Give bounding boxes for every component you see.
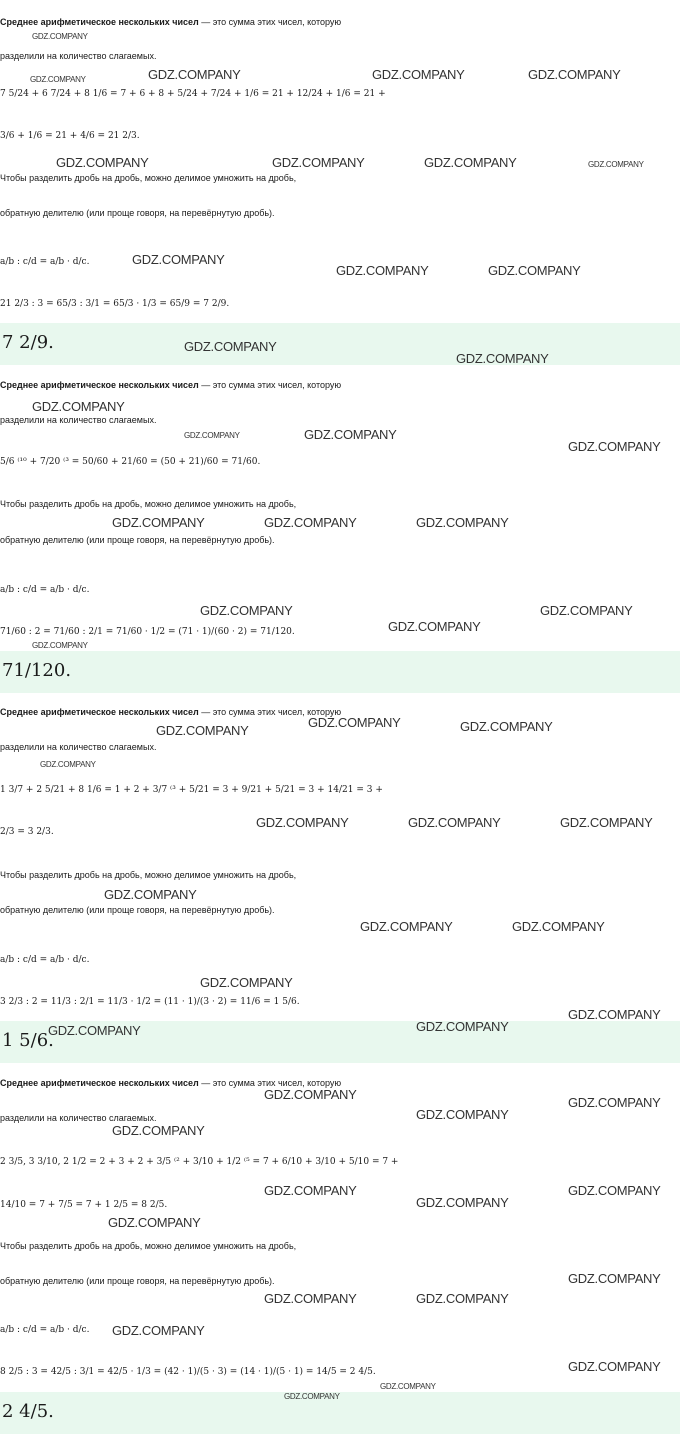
definition-term: Среднее арифметическое нескольких чисел [0,17,199,27]
watermark: GDZ.COMPANY [568,1271,661,1286]
watermark: GDZ.COMPANY [416,1019,509,1034]
watermark: GDZ.COMPANY [568,1183,661,1198]
sum-line: 3/6 + 1/6 = 21 + 4/6 = 21 2/3. [0,131,140,141]
watermark: GDZ.COMPANY [408,815,501,830]
definition-line-1 [0,1073,680,1093]
watermark: GDZ.COMPANY [416,1107,509,1122]
watermark: GDZ.COMPANY [32,399,125,414]
watermark: GDZ.COMPANY [264,1183,357,1198]
watermark: GDZ.COMPANY [416,515,509,530]
watermark: GDZ.COMPANY [56,155,149,170]
watermark: GDZ.COMPANY [528,67,621,82]
watermark: GDZ.COMPANY [588,160,644,169]
watermark: GDZ.COMPANY [416,1195,509,1210]
watermark: GDZ.COMPANY [184,431,240,440]
division-rule-line-2: обратную делителю (или проще говоря, на перевёрнутую дробь). [0,535,275,545]
watermark: GDZ.COMPANY [512,919,605,934]
watermark: GDZ.COMPANY [112,1323,205,1338]
watermark: GDZ.COMPANY [540,603,633,618]
division-rule-line-2: обратную делителю (или проще говоря, на перевёрнутую дробь). [0,208,275,218]
watermark: GDZ.COMPANY [568,439,661,454]
general-formula: a/b : c/d = a/b · d/c. [0,1325,90,1335]
definition-rest: — это сумма этих чисел, которую [198,707,342,717]
watermark: GDZ.COMPANY [48,1023,141,1038]
division-line: 71/60 : 2 = 71/60 : 2/1 = 71/60 · 1/2 = (71 · 1)/(60 · 2) = 71/120. [0,627,295,637]
watermark: GDZ.COMPANY [568,1007,661,1022]
answer: 7 2/9. [2,332,54,353]
watermark: GDZ.COMPANY [104,887,197,902]
division-rule-line-2: обратную делителю (или проще говоря, на перевёрнутую дробь). [0,905,275,915]
answer: 2 4/5. [2,1401,54,1422]
division-rule-line-1: Чтобы разделить дробь на дробь, можно делимое умножить на дробь, [0,499,297,509]
division-line: 3 2/3 : 2 = 11/3 : 2/1 = 11/3 · 1/2 = (11 · 1)/(3 · 2) = 11/6 = 1 5/6. [0,997,300,1007]
watermark: GDZ.COMPANY [108,1215,201,1230]
watermark: GDZ.COMPANY [32,641,88,650]
watermark: GDZ.COMPANY [388,619,481,634]
definition-line-1 [0,12,680,32]
watermark: GDZ.COMPANY [148,67,241,82]
answer-bar [0,651,680,693]
answer-bar [0,1021,680,1063]
sum-line: 7 5/24 + 6 7/24 + 8 1/6 = 7 + 6 + 8 + 5/24 + 7/24 + 1/6 = 21 + 12/24 + 1/6 = 21 + [0,89,386,99]
watermark: GDZ.COMPANY [560,815,653,830]
watermark: GDZ.COMPANY [132,252,225,267]
sum-line: 14/10 = 7 + 7/5 = 7 + 1 2/5 = 8 2/5. [0,1200,168,1210]
definition-line-2: разделили на количество слагаемых. [0,1113,157,1123]
watermark: GDZ.COMPANY [304,427,397,442]
sum-line: 1 3/7 + 2 5/21 + 8 1/6 = 1 + 2 + 3/7 ⁽³ + 5/21 = 3 + 9/21 + 5/21 = 3 + 14/21 = 3 + [0,785,383,795]
definition-rest: — это сумма этих чисел, которую [198,1078,342,1088]
sum-line: 2/3 = 3 2/3. [0,827,54,837]
answer-bar [0,1392,680,1434]
watermark: GDZ.COMPANY [32,32,88,41]
sum-line: 5/6 ⁽¹⁰ + 7/20 ⁽³ = 50/60 + 21/60 = (50 + 21)/60 = 71/60. [0,457,261,467]
general-formula: a/b : c/d = a/b · d/c. [0,257,90,267]
sum-line: 2 3/5, 3 3/10, 2 1/2 = 2 + 3 + 2 + 3/5 ⁽² + 3/10 + 1/2 ⁽⁵ = 7 + 6/10 + 3/10 + 5/10 = 7 + [0,1157,399,1167]
watermark: GDZ.COMPANY [112,1123,205,1138]
watermark: GDZ.COMPANY [424,155,517,170]
definition-line-1 [0,375,680,395]
division-rule-line-1: Чтобы разделить дробь на дробь, можно делимое умножить на дробь, [0,173,297,183]
division-line: 8 2/5 : 3 = 42/5 : 3/1 = 42/5 · 1/3 = (42 · 1)/(5 · 3) = (14 · 1)/(5 · 1) = 14/5 = 2 4/5. [0,1367,376,1377]
watermark: GDZ.COMPANY [40,760,96,769]
watermark: GDZ.COMPANY [272,155,365,170]
definition-line-2: разделили на количество слагаемых. [0,415,157,425]
definition-term: Среднее арифметическое нескольких чисел [0,380,199,390]
answer-bar [0,323,680,365]
division-line: 21 2/3 : 3 = 65/3 : 3/1 = 65/3 · 1/3 = 65/9 = 7 2/9. [0,299,230,309]
general-formula: a/b : c/d = a/b · d/c. [0,955,90,965]
watermark: GDZ.COMPANY [416,1291,509,1306]
watermark: GDZ.COMPANY [488,263,581,278]
definition-rest: — это сумма этих чисел, которую [198,17,342,27]
general-formula: a/b : c/d = a/b · d/c. [0,585,90,595]
watermark: GDZ.COMPANY [372,67,465,82]
watermark: GDZ.COMPANY [568,1095,661,1110]
watermark: GDZ.COMPANY [264,1087,357,1102]
definition-line-2: разделили на количество слагаемых. [0,742,157,752]
watermark: GDZ.COMPANY [112,515,205,530]
watermark: GDZ.COMPANY [156,723,249,738]
watermark: GDZ.COMPANY [264,515,357,530]
watermark: GDZ.COMPANY [456,351,549,366]
definition-rest: — это сумма этих чисел, которую [198,380,342,390]
watermark: GDZ.COMPANY [308,715,401,730]
watermark: GDZ.COMPANY [460,719,553,734]
watermark: GDZ.COMPANY [360,919,453,934]
definition-term: Среднее арифметическое нескольких чисел [0,707,199,717]
watermark: GDZ.COMPANY [184,339,277,354]
definition-line-2: разделили на количество слагаемых. [0,51,157,61]
division-rule-line-2: обратную делителю (или проще говоря, на перевёрнутую дробь). [0,1276,275,1286]
watermark: GDZ.COMPANY [568,1359,661,1374]
answer: 71/120. [2,660,72,681]
watermark: GDZ.COMPANY [200,603,293,618]
watermark: GDZ.COMPANY [336,263,429,278]
answer: 1 5/6. [2,1030,54,1051]
watermark: GDZ.COMPANY [30,75,86,84]
division-rule-line-1: Чтобы разделить дробь на дробь, можно делимое умножить на дробь, [0,870,297,880]
watermark: GDZ.COMPANY [256,815,349,830]
definition-line-1 [0,702,680,722]
watermark: GDZ.COMPANY [264,1291,357,1306]
watermark: GDZ.COMPANY [380,1382,436,1391]
definition-term: Среднее арифметическое нескольких чисел [0,1078,199,1088]
division-rule-line-1: Чтобы разделить дробь на дробь, можно делимое умножить на дробь, [0,1241,297,1251]
watermark: GDZ.COMPANY [200,975,293,990]
watermark: GDZ.COMPANY [284,1392,340,1401]
